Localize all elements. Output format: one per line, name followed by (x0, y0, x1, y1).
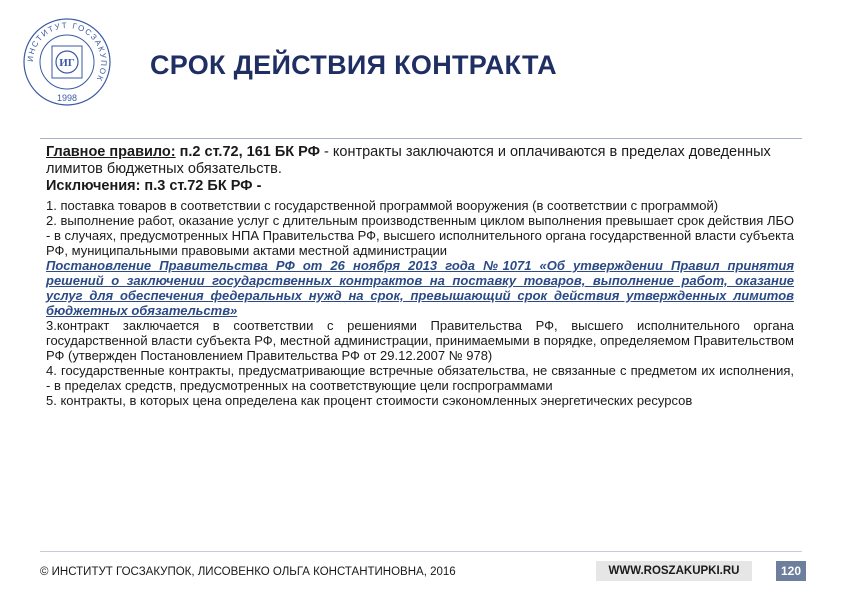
page-number-badge: 120 (776, 561, 806, 581)
exception-item: 1. поставка товаров в соответствии с государственной программой вооружения (в соответствии с программой) (46, 198, 719, 213)
main-rule-label: Главное правило: (46, 144, 176, 160)
logo-year: 1998 (56, 93, 78, 103)
content-body (46, 144, 794, 408)
logo-monogram: ИГ (59, 57, 75, 69)
exception-item: 2. выполнение работ, оказание услуг с длительным производственным циклом выполнения превышает срок действия ЛБО - в случаях, предусмотренных НПА Правительства РФ, высшего исполнительного органа государственной власти субъекта РФ, муниципальными правовыми актами местной администрации (46, 213, 794, 258)
page-title: СРОК ДЕЙСТВИЯ КОНТРАКТА (150, 50, 557, 80)
exceptions-heading (46, 178, 794, 195)
main-rule-text: - контракты заключаются и оплачиваются в пределах доведенных лимитов бюджетных обязательств. (46, 144, 771, 177)
header-divider (40, 138, 802, 139)
main-rule-reference: п.2 ст.72, 161 БК РФ (179, 144, 321, 160)
exception-item: 5. контракты, в которых цена определена как процент стоимости сэкономленных энергетических ресурсов (46, 393, 693, 408)
footer-divider (40, 551, 802, 552)
exception-item: 4. государственные контракты, предусматривающие встречные обязательства, не связанные с предметом их исполнения, - в пределах средств, предусмотренных на соответствующие цели госпрограммами (46, 363, 794, 393)
government-resolution-link[interactable]: Постановление Правительства РФ от 26 ноября 2013 года №1071 «Об утверждении Правил принятия решений о заключении государственных контрактов на поставку товаров, выполнение работ, оказание услуг для обеспечения федеральных нужд на срок, превышающий срок действия утвержденных лимитов бюджетных обязательств» (46, 258, 794, 318)
exception-item: 3.контракт заключается в соответствии с решениями Правительства РФ, высшего исполнительного органа государственной власти субъекта РФ, местной администрации, принимаемыми в порядке, определяемом Правительством РФ (утвержден Постановлением Правительства РФ от 29.12.2007 № 978) (46, 318, 794, 363)
exceptions-reference: п.3 ст.72 БК РФ - (140, 178, 262, 194)
institute-goszakupok-seal-icon (22, 16, 112, 108)
logo-ring-text: ИНСТИТУТ ГОСЗАКУПОК (25, 20, 109, 84)
main-rule-paragraph (46, 144, 794, 178)
footer-website-link[interactable]: WWW.ROSZAKUPKI.RU (596, 561, 752, 581)
exceptions-label: Исключения: (46, 178, 141, 194)
footer-copyright: © ИНСТИТУТ ГОСЗАКУПОК, ЛИСОВЕНКО ОЛЬГА КОНСТАНТИНОВНА, 2016 (40, 566, 456, 578)
